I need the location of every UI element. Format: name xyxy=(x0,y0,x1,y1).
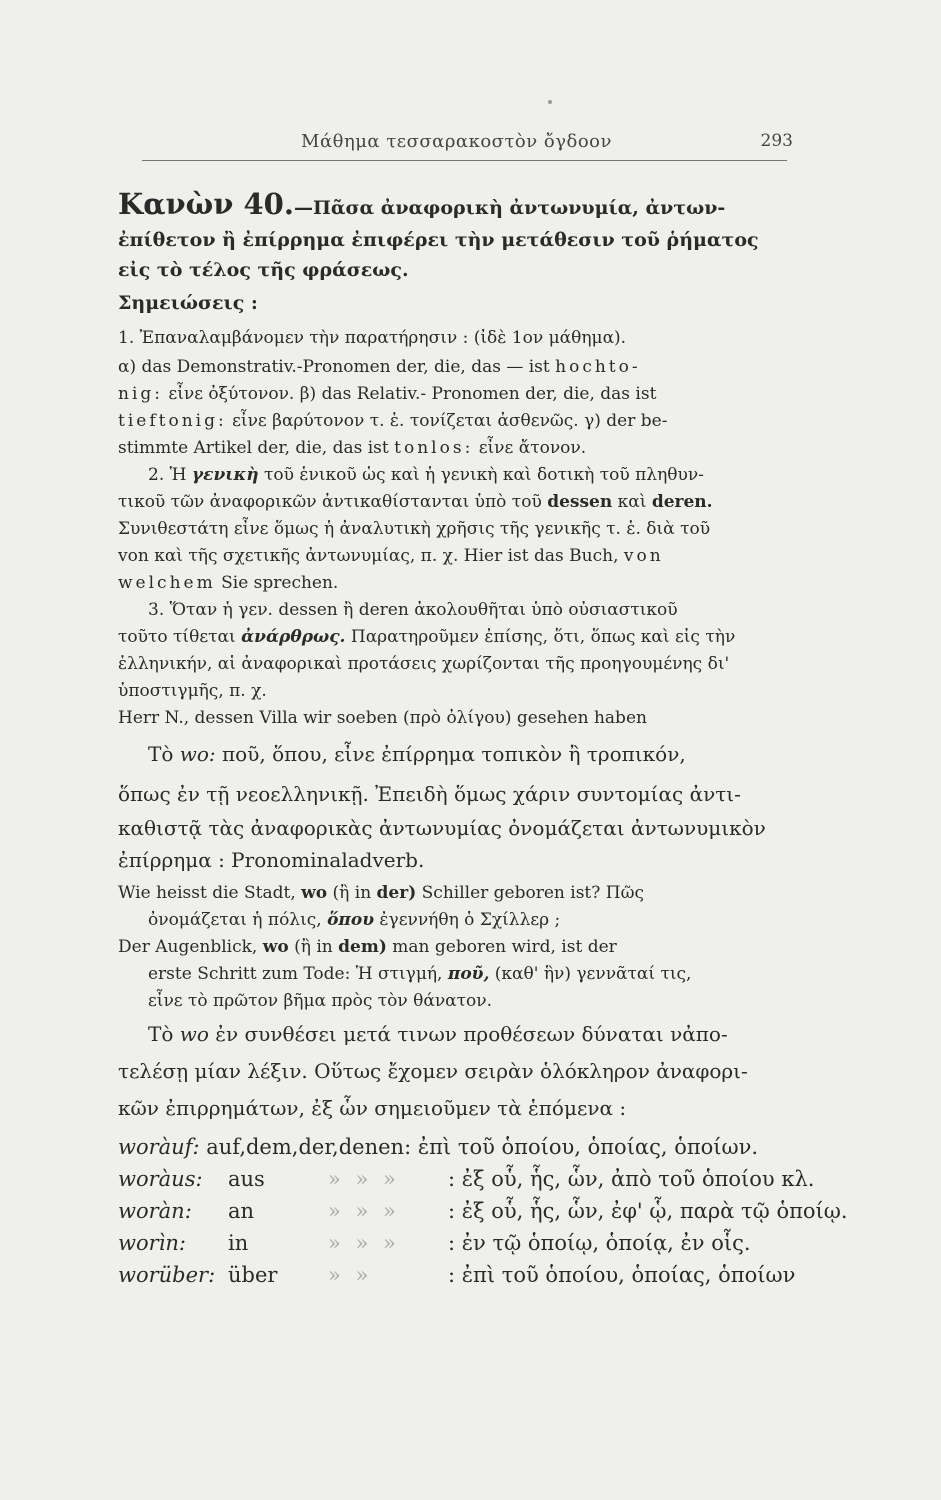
wo-par-line4: ἐπίρρημα : Pronominaladverb. xyxy=(118,848,425,872)
note2-line4: von καὶ τῆς σχετικῆς ἀντωνυμίας, π. χ. Hier ist das Buch, von xyxy=(118,546,664,566)
table-row: worìn: in » » » : ἐν τῷ ὁποίῳ, ὁποίᾳ, ἐν οἷς. xyxy=(118,1231,751,1255)
note3-line3: ἑλληνικήν, αἱ ἀναφορικαὶ προτάσεις χωρίζονται τῆς προηγουμένης δι' xyxy=(118,654,730,674)
note3-line5: Herr N., dessen Villa wir soeben (πρὸ ὀλίγου) gesehen haben xyxy=(118,708,647,728)
example1-line1: Wie heisst die Stadt, wo (ἢ in der) Schiller geboren ist? Πῶς xyxy=(118,883,644,903)
wo-par-line3: καθιστᾷ τὰς ἀναφορικὰς ἀντωνυμίας ὀνομάζεται ἀντωνυμικὸν xyxy=(118,816,766,840)
note2-line5: welchem Sie sprechen. xyxy=(118,573,339,593)
note2-line1: 2. Ἡ γενικὴ τοῦ ἑνικοῦ ὡς καὶ ἡ γενικὴ καὶ δοτικὴ τοῦ πληθυν- xyxy=(148,465,704,485)
running-title: Μάθημα τεσσαρακοστὸν ὄγδοον xyxy=(301,131,612,152)
table-row: woràuf: auf,dem,der,denen: ἐπὶ τοῦ ὁποίου, ὁποίας, ὁποίων. xyxy=(118,1135,759,1159)
note1-line1: 1. Ἐπαναλαμβάνομεν τὴν παρατήρησιν : (ἰδὲ 1ον μάθημα). xyxy=(118,328,627,348)
table-row: woràus: aus » » » : ἐξ οὗ, ἧς, ὧν, ἀπὸ τοῦ ὁποίου κλ. xyxy=(118,1167,815,1191)
note3-line1: 3. Ὅταν ἡ γεν. dessen ἢ deren ἀκολουθῆται ὑπὸ οὐσιαστικοῦ xyxy=(148,600,678,620)
note2-line2: τικοῦ τῶν ἀναφορικῶν ἀντικαθίστανται ὑπὸ τοῦ dessen καὶ deren. xyxy=(118,492,713,512)
compound-par-line2: τελέσῃ μίαν λέξιν. Οὕτως ἔχομεν σειρὰν ὁλόκληρον ἀναφορι- xyxy=(118,1059,748,1083)
notes-heading: Σημειώσεις : xyxy=(118,292,258,314)
running-header xyxy=(120,131,793,155)
example2-line2: erste Schritt zum Tode: Ἡ στιγμή, ποῦ, (καθ' ἣν) γεννᾶταί τις, xyxy=(148,964,692,984)
note1-line4: tieftonig: εἶνε βαρύτονον τ. ἑ. τονίζεται ἀσθενῶς. γ) der be- xyxy=(118,411,668,431)
note1-line5: stimmte Artikel der, die, das ist tonlos: εἶνε ἄτονον. xyxy=(118,438,587,458)
rule-title: Κανὼν 40. xyxy=(118,187,294,221)
wo-par-line1: Τὸ wo: ποῦ, ὅπου, εἶνε ἐπίρρημα τοπικὸν ἢ τροπικόν, xyxy=(148,742,686,766)
wo-par-line2: ὅπως ἐν τῇ νεοελληνικῇ. Ἐπειδὴ ὅμως χάριν συντομίας ἀντι- xyxy=(118,782,741,806)
paper-speck xyxy=(548,100,552,104)
rule-line-1: Κανὼν 40.—Πᾶσα ἀναφορικὴ ἀντωνυμία, ἀντων- xyxy=(118,187,726,221)
note3-line4: ὑποστιγμῆς, π. χ. xyxy=(118,681,267,701)
example2-line1: Der Augenblick, wo (ἢ in dem) man geboren wird, ist der xyxy=(118,937,617,957)
note1-line3: nig: εἶνε ὀξύτονον. β) das Relativ.- Pronomen der, die, das ist xyxy=(118,384,657,404)
note1-line2: α) das Demonstrativ.-Pronomen der, die, das — ist hochto- xyxy=(118,357,641,377)
rule-line-3: εἰς τὸ τέλος τῆς φράσεως. xyxy=(118,259,409,281)
table-row: woràn: an » » » : ἐξ οὗ, ἧς, ὧν, ἐφ' ᾧ, παρὰ τῷ ὁποίῳ. xyxy=(118,1199,848,1223)
compound-par-line1: Τὸ wo ἐν συνθέσει μετά τινων προθέσεων δύναται νἀπο- xyxy=(148,1022,728,1046)
rule-line-2: ἐπίθετον ἢ ἐπίρρημα ἐπιφέρει τὴν μετάθεσιν τοῦ ῥήματος xyxy=(118,229,759,251)
table-row: worüber: über » » : ἐπὶ τοῦ ὁποίου, ὁποίας, ὁποίων xyxy=(118,1263,796,1287)
note2-line3: Συνιθεστάτη εἶνε ὅμως ἡ ἀναλυτικὴ χρῆσις τῆς γενικῆς τ. ἑ. διὰ τοῦ xyxy=(118,519,711,539)
note3-line2: τοῦτο τίθεται ἀνάρθρως. Παρατηροῦμεν ἐπίσης, ὅτι, ὅπως καὶ εἰς τὴν xyxy=(118,627,736,647)
header-rule xyxy=(142,160,787,161)
compound-par-line3: κῶν ἐπιρρημάτων, ἐξ ὧν σημειοῦμεν τὰ ἑπόμενα : xyxy=(118,1096,627,1120)
example2-line3: εἶνε τὸ πρῶτον βῆμα πρὸς τὸν θάνατον. xyxy=(148,991,493,1011)
example1-line2: ὀνομάζεται ἡ πόλις, ὅπου ἐγεννήθη ὁ Σχίλλερ ; xyxy=(148,910,561,930)
page-number: 293 xyxy=(760,131,793,151)
